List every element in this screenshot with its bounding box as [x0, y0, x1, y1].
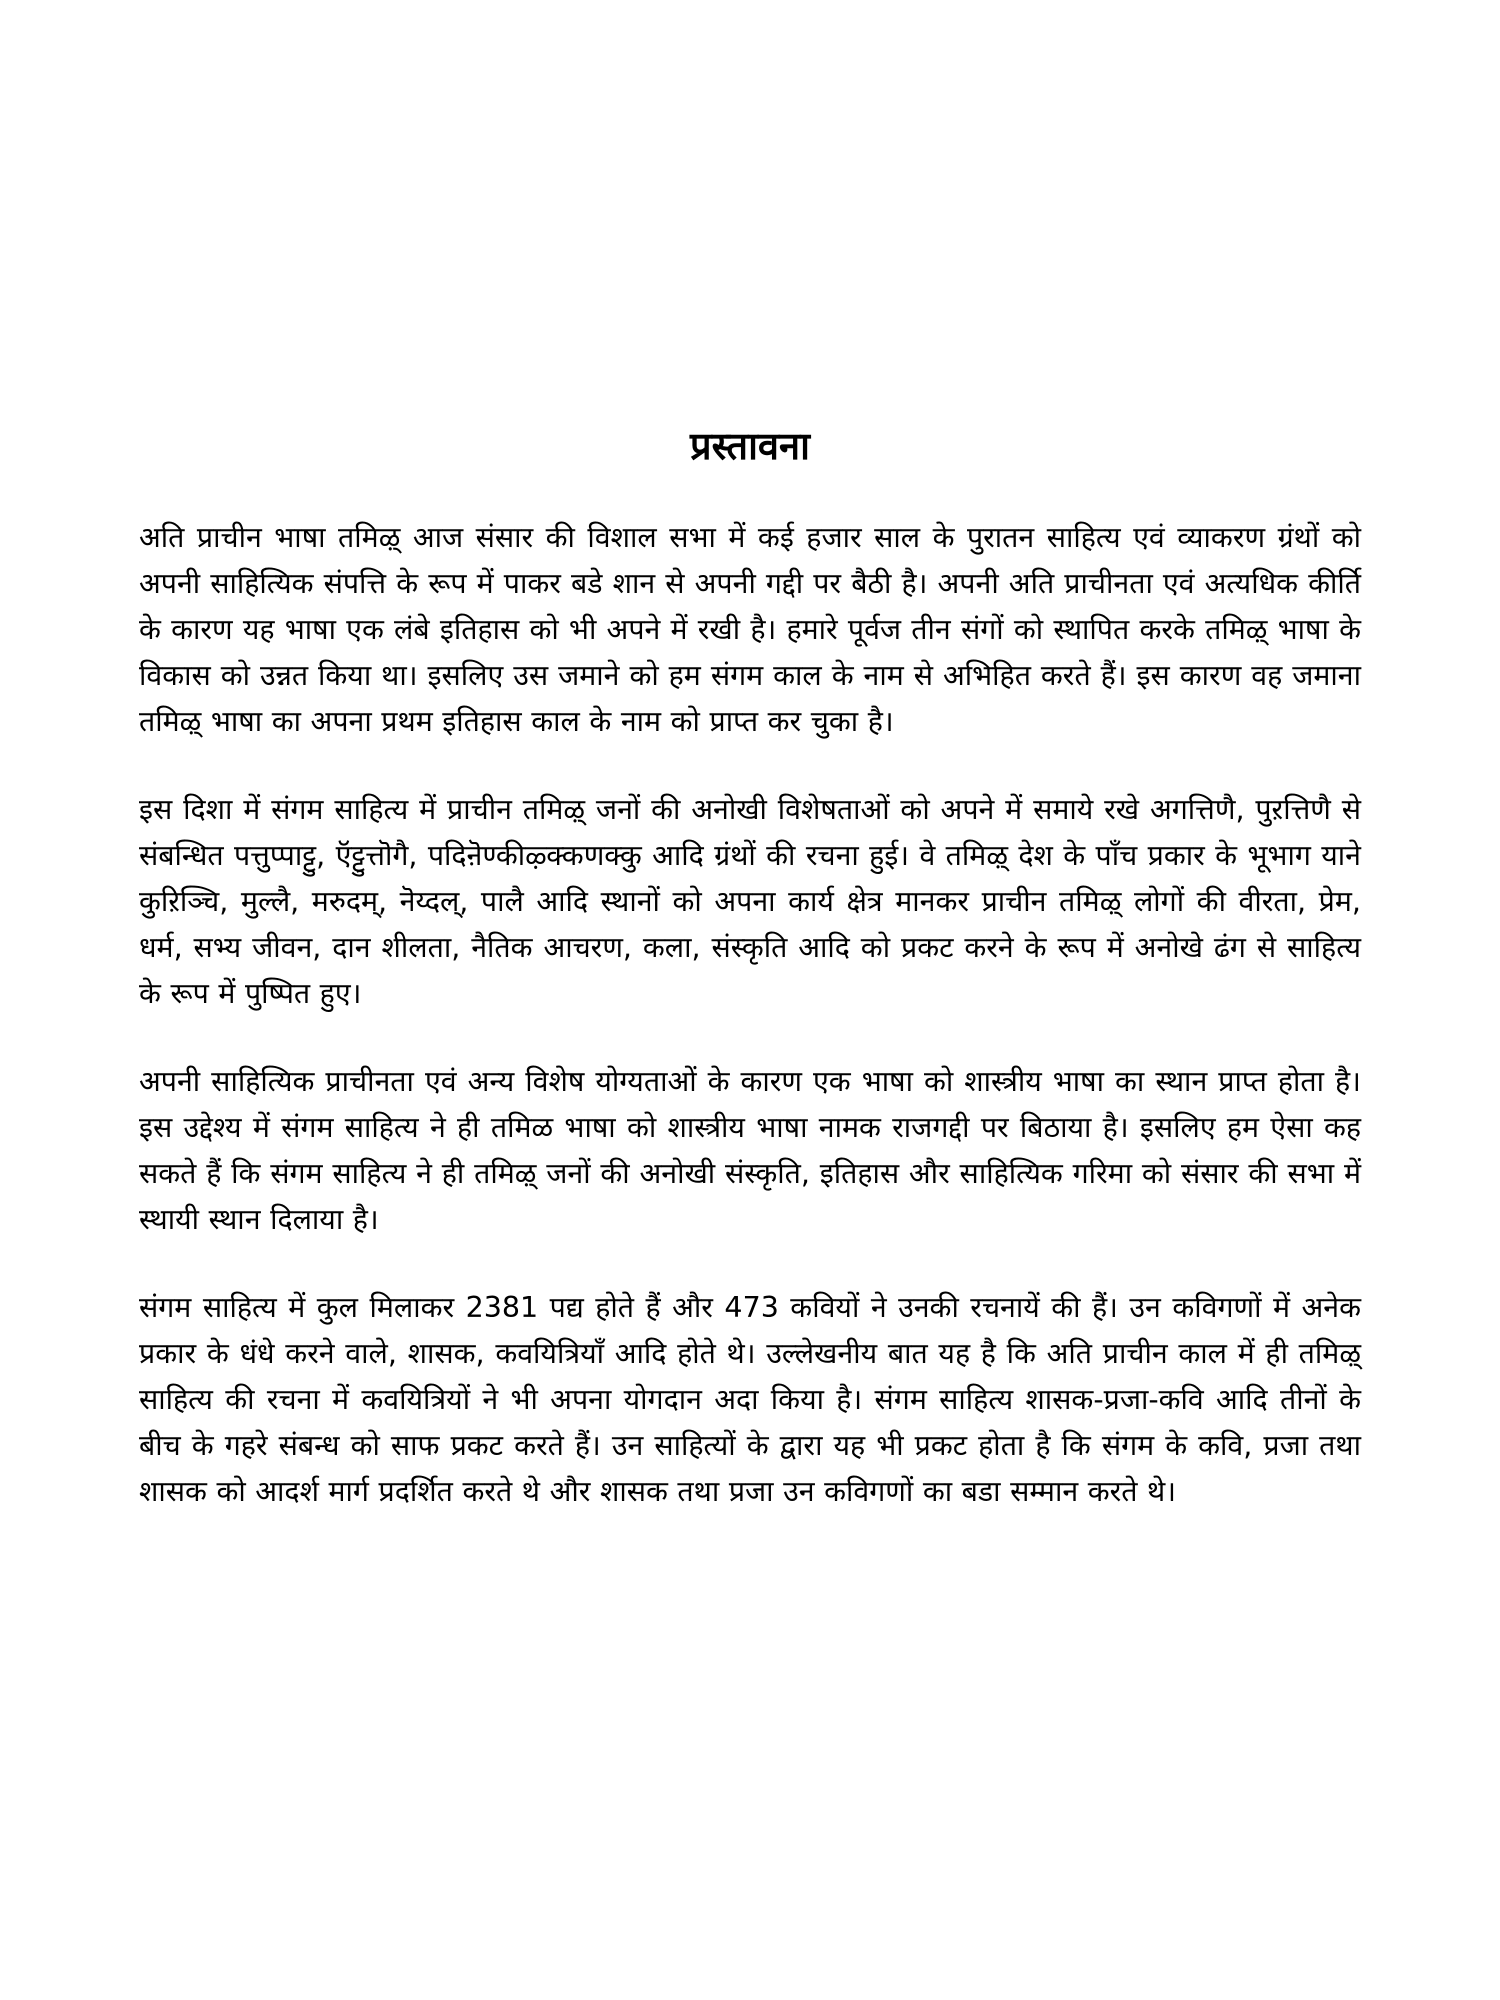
paragraph: अति प्राचीन भाषा तमिऴ् आज संसार की विशाल सभा में कई हजार साल के पुरातन साहित्य एवं व्याकरण ग्रंथों को अपनी साहित्यिक संपत्ति के रूप में पाकर बडे शान से अपनी गद्दी पर बैठी है। अपनी अति प्राचीनता एवं अत्यधिक कीर्ति के कारण यह भाषा एक लंबे इतिहास को भी अपने में रखी है। हमारे पूर्वज तीन संगों को स्थापित करके तमिऴ् भाषा के विकास को उन्नत किया था। इसलिए उस जमाने को हम संगम काल के नाम से अभिहित करते हैं। इस कारण वह जमाना तमिऴ् भाषा का अपना प्रथम इतिहास काल के नाम को प्राप्त कर चुका है। [139, 521, 1361, 738]
page-title: प्रस्तावना [690, 424, 810, 468]
paragraph: संगम साहित्य में कुल मिलाकर 2381 पद्य होते हैं और 473 कवियों ने उनकी रचनायें की हैं। उन कविगणों में अनेक प्रकार के धंधे करने वाले, शासक, कवयित्रियाँ आदि होते थे। उल्लेखनीय बात यह है कि अति प्राचीन काल में ही तमिऴ् साहित्य की रचना में कवयित्रियों ने भी अपना योगदान अदा किया है। संगम साहित्य शासक-प्रजा-कवि आदि तीनों के बीच के गहरे संबन्ध को साफ प्रकट करते हैं। उन साहित्यों के द्वारा यह भी प्रकट होता है कि संगम के कवि, प्रजा तथा शासक को आदर्श मार्ग प्रदर्शित करते थे और शासक तथा प्रजा उन कविगणों का बडा सम्मान करते थे। [139, 1291, 1361, 1508]
body-text [139, 515, 1361, 1557]
paragraph: अपनी साहित्यिक प्राचीनता एवं अन्य विशेष योग्यताओं के कारण एक भाषा को शास्त्रीय भाषा का स्थान प्राप्त होता है। इस उद्देश्य में संगम साहित्य ने ही तमिळ भाषा को शास्त्रीय भाषा नामक राजगद्दी पर बिठाया है। इसलिए हम ऐसा कह सकते हैं कि संगम साहित्य ने ही तमिऴ् जनों की अनोखी संस्कृति, इतिहास और साहित्यिक गरिमा को संसार की सभा में स्थायी स्थान दिलाया है। [139, 1065, 1361, 1236]
paragraph: इस दिशा में संगम साहित्य में प्राचीन तमिऴ् जनों की अनोखी विशेषताओं को अपने में समाये रखे अगत्तिणै, पुऱत्तिणै से संबन्धित पत्तुप्पाट्टु, ऍट्टुत्तॊगै, पदिऩॆण्कीऴ्क्कणक्कु आदि ग्रंथों की रचना हुई। वे तमिऴ् देश के पाँच प्रकार के भूभाग याने कुऱिञ्चि, मुल्लै, मरुदम्, नॆय्दल्, पालै आदि स्थानों को अपना कार्य क्षेत्र मानकर प्राचीन तमिऴ् लोगों की वीरता, प्रेम, धर्म, सभ्य जीवन, दान शीलता, नैतिक आचरण, कला, संस्कृति आदि को प्रकट करने के रूप में अनोखे ढंग से साहित्य के रूप में पुष्पित हुए। [139, 793, 1361, 1010]
